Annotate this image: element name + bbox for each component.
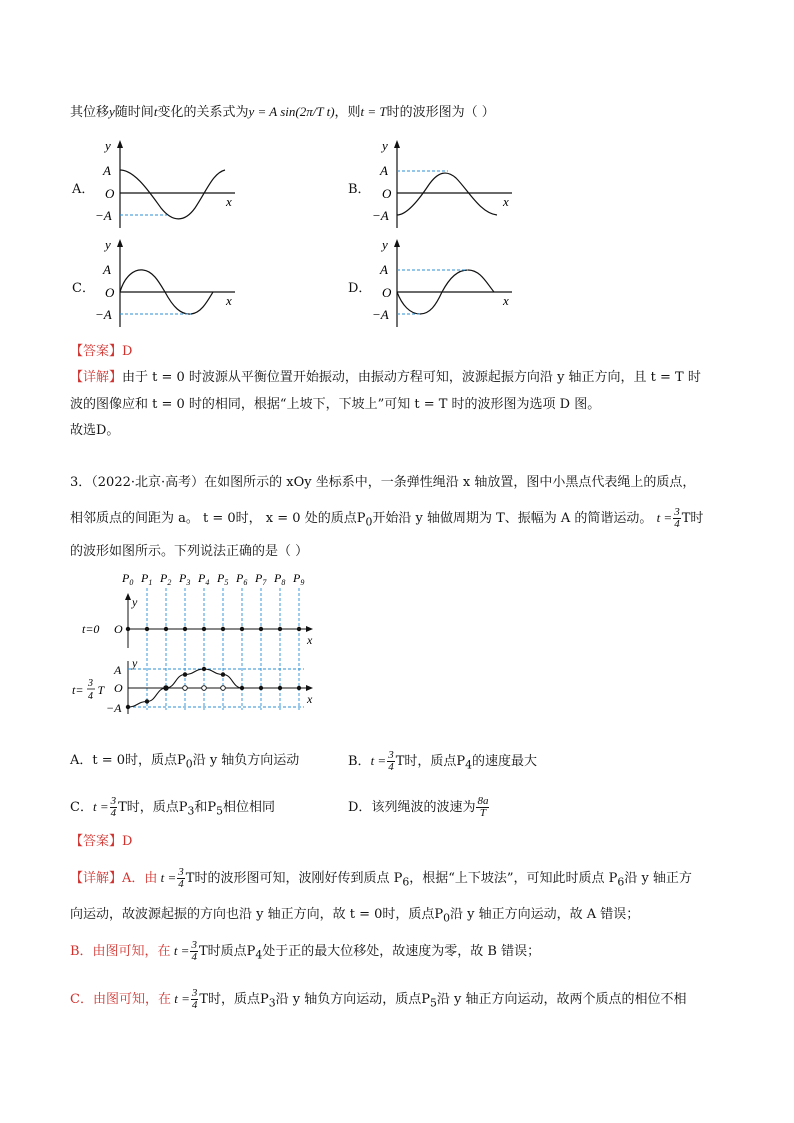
svg-text:−A: −A bbox=[372, 307, 389, 322]
q3-top-dot-4 bbox=[202, 627, 206, 631]
q3-bottom-dot-7 bbox=[259, 686, 263, 690]
q3-top-dot-7 bbox=[259, 627, 263, 631]
q3-line3: 的波形如图所示。下列说法正确的是（ ） bbox=[70, 544, 309, 559]
q3-option-d: D．该列绳波的波速为 $\frac{8a}{T}$ bbox=[348, 795, 489, 819]
q2-graph-d bbox=[372, 237, 522, 332]
q2-detail-line3: 故选D。 bbox=[70, 423, 120, 438]
q3-option-b: B．t = $\frac{3}{4}$ T时，质点$P_4$的速度最大 bbox=[348, 749, 538, 773]
q3-eq-hollow-5 bbox=[221, 686, 226, 691]
svg-text:x: x bbox=[307, 633, 313, 647]
q3-bottom-dot-3 bbox=[183, 672, 187, 676]
q2-graph-c bbox=[95, 237, 245, 332]
q3-point-label-6: $P_6$ bbox=[236, 571, 248, 587]
q3-top-t-label: t=0 bbox=[82, 622, 100, 636]
svg-text:x: x bbox=[226, 293, 232, 308]
q3-point-label-5: $P_5$ bbox=[217, 571, 229, 587]
q2-option-c-label: C． bbox=[72, 281, 95, 296]
q3-point-label-0: $P_0$ bbox=[122, 571, 134, 587]
svg-text:−A: −A bbox=[372, 208, 389, 223]
q3-option-a: A．t = 0时，质点$P_0$沿 y 轴负方向运动 bbox=[70, 753, 300, 771]
q2-option-d-label: D． bbox=[348, 281, 372, 296]
svg-text:O: O bbox=[382, 186, 392, 201]
svg-text:O: O bbox=[105, 285, 115, 300]
svg-text:y: y bbox=[132, 656, 138, 670]
q3-detail-line4: C．由图可知，在 t = $\frac{3}{4}$ T时，质点$P_3$沿 y 轴负方向运动，质点$P_5$沿 y 轴正方向运动，故两个质点的相位不相 bbox=[70, 987, 687, 1011]
q3-bottom-dot-0 bbox=[126, 705, 130, 709]
q3-line2: 相邻质点的间距为 a。 t = 0时， x = 0 处的质点$P_0$开始沿 y 轴做周期为 T、振幅为 A 的简谐运动。 t = $\frac{3}{4}$ T时 bbox=[70, 506, 704, 530]
q3-bottom-dot-4 bbox=[202, 667, 206, 671]
q3-point-label-8: $P_8$ bbox=[274, 571, 286, 587]
q3-point-label-4: $P_4$ bbox=[198, 571, 210, 587]
q3-eq-hollow-3 bbox=[183, 686, 188, 691]
q2-a-x-label: x bbox=[226, 194, 232, 209]
q3-eq-hollow-4 bbox=[202, 686, 207, 691]
q2-detail-line1: 【详解】由于 t = 0 时波源从平衡位置开始振动，由振动方程可知，波源起振方向沿 y 轴正方向，且 t = T 时 bbox=[70, 370, 701, 385]
q2-a-y-label: y bbox=[105, 138, 111, 153]
svg-text:x: x bbox=[503, 293, 509, 308]
svg-text:4: 4 bbox=[88, 691, 93, 702]
q3-bottom-dot-9 bbox=[297, 686, 301, 690]
q3-point-label-9: $P_9$ bbox=[293, 571, 305, 587]
q3-top-dot-9 bbox=[297, 627, 301, 631]
q3-bottom-dot-1 bbox=[145, 699, 149, 703]
q2-stem: 其位移y随时间t变化的关系式为y = A sin(2π/T t)，则t = T时的波形图为（ ） bbox=[70, 104, 495, 120]
q2-formula: y = A sin(2π/T t) bbox=[248, 104, 335, 119]
q3-top-dot-2 bbox=[164, 627, 168, 631]
svg-text:y: y bbox=[382, 138, 388, 153]
q3-point-label-2: $P_2$ bbox=[160, 571, 172, 587]
q3-point-label-7: $P_7$ bbox=[255, 571, 267, 587]
q2-option-b-label: B． bbox=[348, 182, 371, 197]
q3-top-dot-1 bbox=[145, 627, 149, 631]
svg-text:x: x bbox=[503, 194, 509, 209]
svg-text:x: x bbox=[307, 692, 313, 706]
svg-text:A: A bbox=[103, 262, 111, 277]
q2-graph-a bbox=[95, 138, 245, 233]
q2-a-apos: A bbox=[103, 163, 111, 178]
svg-text:O: O bbox=[382, 285, 392, 300]
q2-a-o: O bbox=[105, 186, 115, 201]
q3-bottom-dot-6 bbox=[240, 686, 244, 690]
q3-option-c: C．t = $\frac{3}{4}$ T时，质点$P_3$和$P_5$相位相同 bbox=[70, 795, 276, 819]
q3-detail-line2: 向运动，故波源起振的方向也沿 y 轴正方向，故 t = 0时，质点$P_0$沿 y 轴正方向运动，故 A 错误； bbox=[70, 907, 640, 925]
q2-detail-line2: 波的图像应和 t = 0 时的相同，根据“上坡下，下坡上”可知 t = T 时的波形图为选项 D 图。 bbox=[70, 397, 601, 412]
q3-wave-figure bbox=[70, 566, 330, 716]
q3-top-dot-5 bbox=[221, 627, 225, 631]
q3-point-label-1: $P_1$ bbox=[141, 571, 153, 587]
q2-graph-b bbox=[372, 138, 522, 233]
svg-text:3: 3 bbox=[88, 678, 93, 689]
q3-line1: 3．（2022·北京·高考）在如图所示的 xOy 坐标系中，一条弹性绳沿 x 轴放置，图中小黑点代表绳上的质点， bbox=[70, 475, 696, 490]
svg-text:−A: −A bbox=[95, 307, 112, 322]
q2-answer: 【答案】D bbox=[70, 344, 133, 359]
svg-text:A: A bbox=[114, 663, 122, 677]
svg-text:A: A bbox=[380, 262, 388, 277]
q3-bottom-dot-8 bbox=[278, 686, 282, 690]
q3-top-dot-3 bbox=[183, 627, 187, 631]
q3-answer: 【答案】D bbox=[70, 834, 133, 849]
svg-text:O: O bbox=[114, 622, 123, 636]
q3-bottom-dot-5 bbox=[221, 672, 225, 676]
svg-text:y: y bbox=[132, 595, 138, 609]
q3-detail-line3: B．由图可知，在 t = $\frac{3}{4}$ T时质点$P_4$处于正的最大位移处，故速度为零，故 B 错误； bbox=[70, 939, 541, 963]
q3-top-dot-0 bbox=[126, 627, 130, 631]
svg-text:−A: −A bbox=[106, 701, 122, 715]
q2-a-aneg: −A bbox=[95, 208, 112, 223]
q2-option-a-label: A． bbox=[72, 182, 95, 197]
q3-top-dot-8 bbox=[278, 627, 282, 631]
q3-detail-line1: 【详解】A．由 t = $\frac{3}{4}$ T时的波形图可知，波刚好传到质点 $P_6$，根据“上下坡法”，可知此时质点 $P_6$沿 y 轴正方 bbox=[70, 866, 692, 890]
q3-point-label-3: $P_3$ bbox=[179, 571, 191, 587]
svg-text:y: y bbox=[105, 237, 111, 252]
q3-bottom-t-label: t= T bbox=[72, 683, 105, 697]
q3-top-dot-6 bbox=[240, 627, 244, 631]
svg-text:A: A bbox=[380, 163, 388, 178]
svg-text:y: y bbox=[382, 237, 388, 252]
svg-text:O: O bbox=[114, 681, 123, 695]
q3-bottom-dot-2 bbox=[164, 686, 168, 690]
